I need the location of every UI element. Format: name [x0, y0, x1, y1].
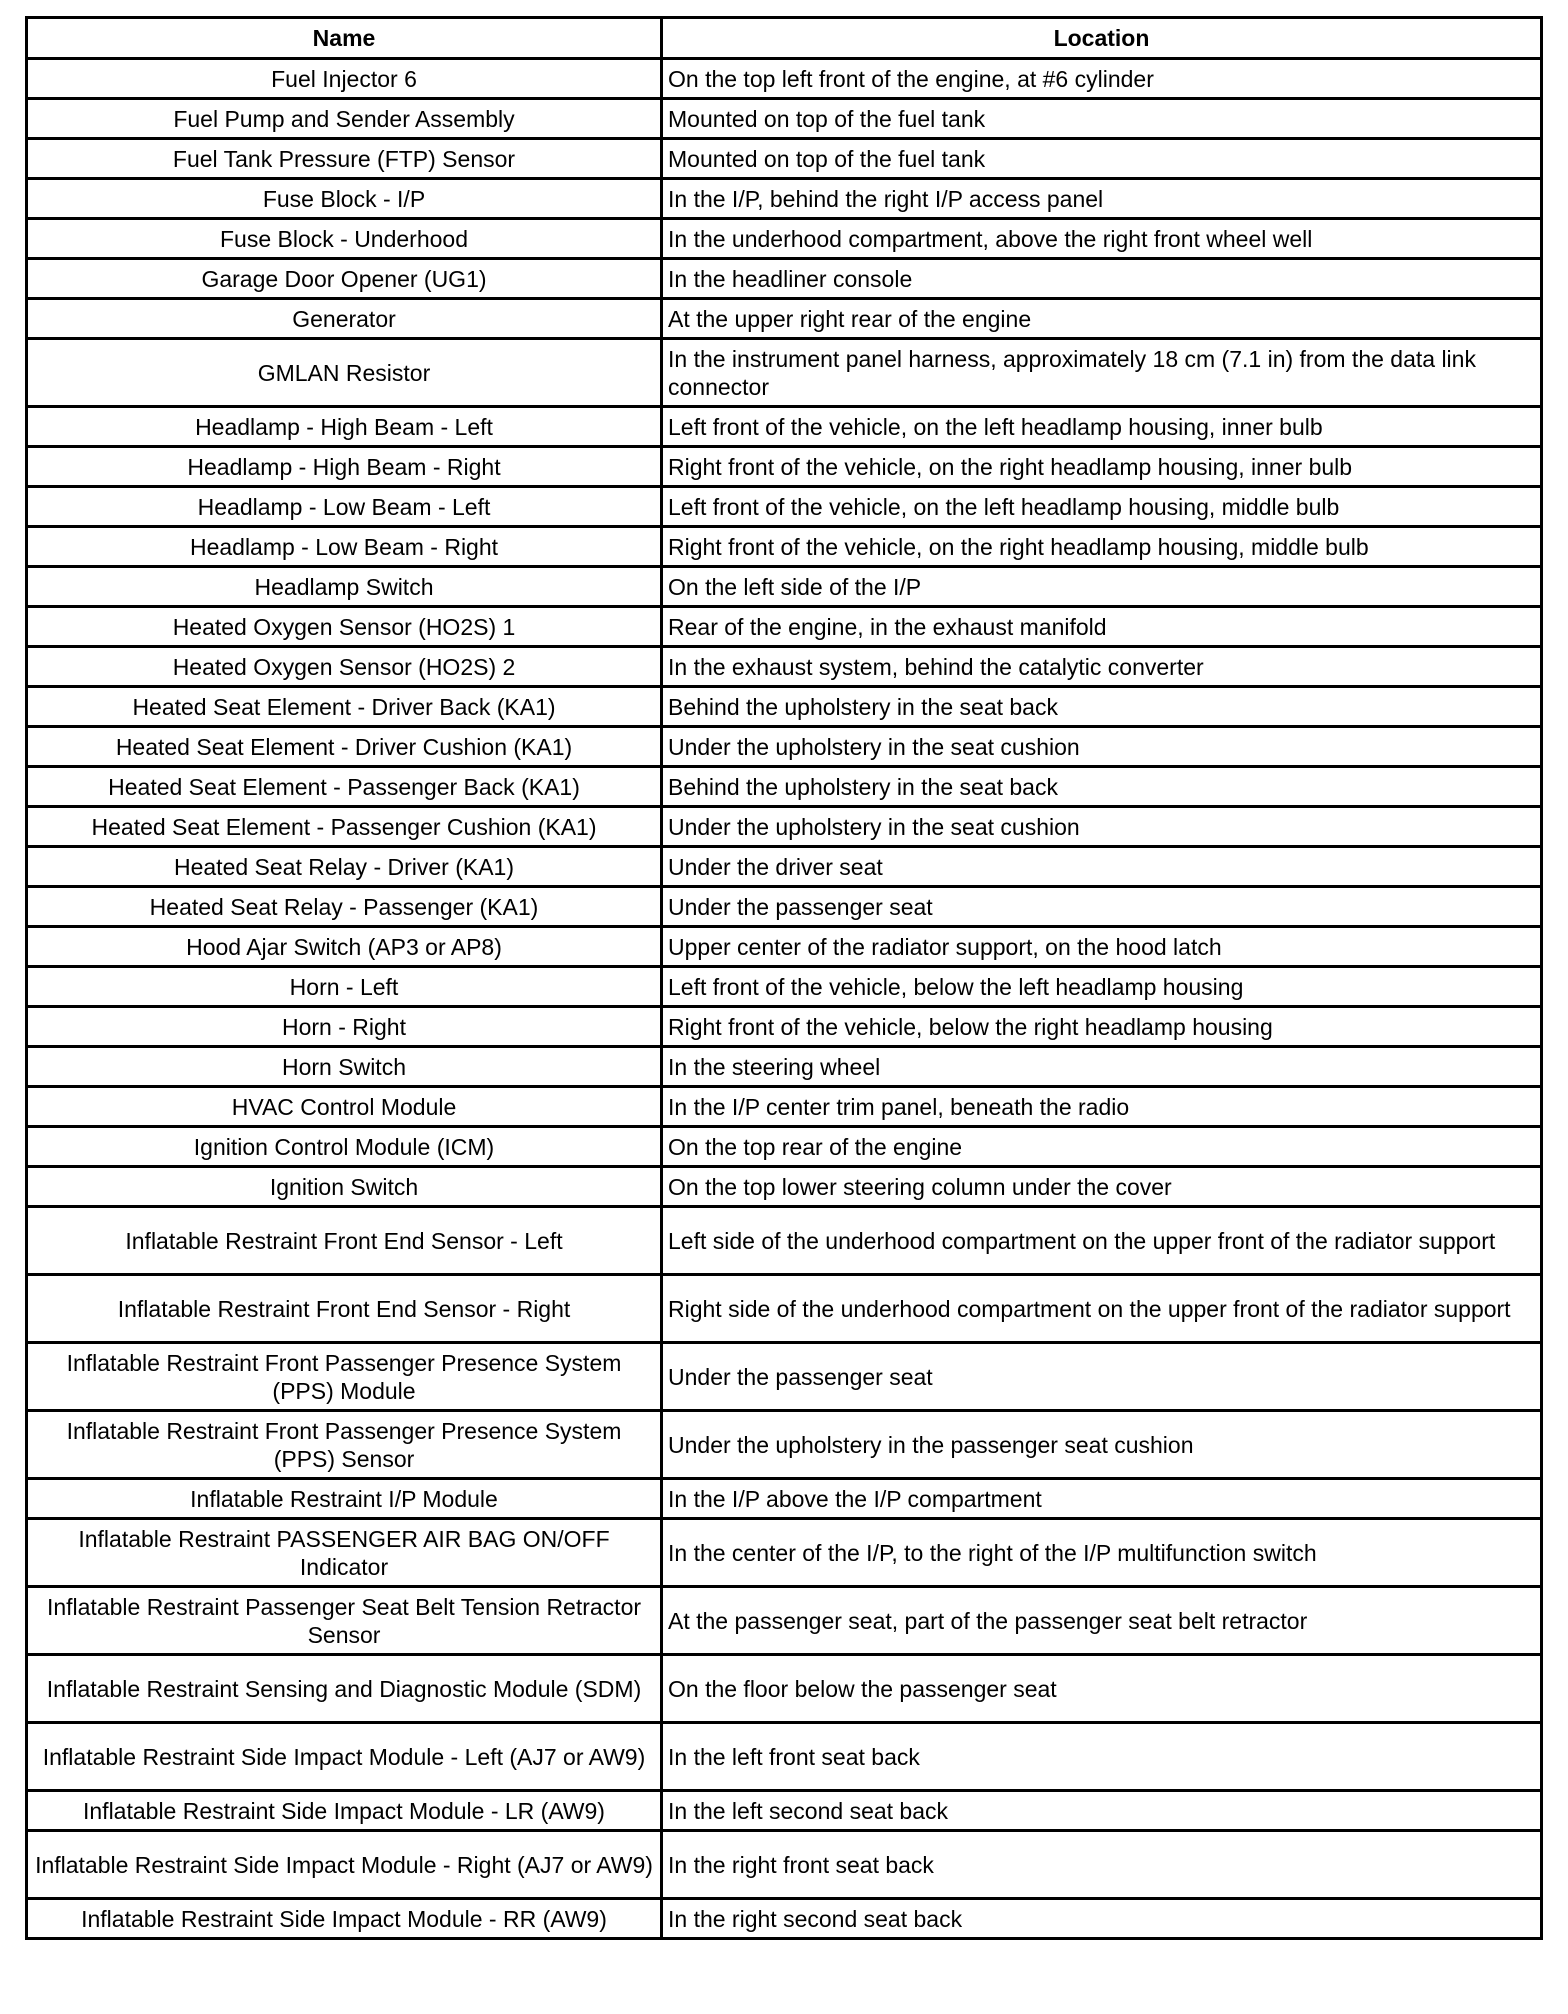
component-location-cell: Mounted on top of the fuel tank — [662, 139, 1542, 179]
table-row — [27, 1167, 1542, 1207]
component-location-cell: On the floor below the passenger seat — [662, 1655, 1542, 1723]
component-name-cell: Ignition Control Module (ICM) — [27, 1127, 662, 1167]
table-row — [27, 299, 1542, 339]
component-location-cell: Under the driver seat — [662, 847, 1542, 887]
component-name-cell: Inflatable Restraint Front End Sensor - Right — [27, 1275, 662, 1343]
component-location-cell: At the passenger seat, part of the passenger seat belt retractor — [662, 1587, 1542, 1655]
component-name-cell: Heated Oxygen Sensor (HO2S) 2 — [27, 647, 662, 687]
table-row — [27, 647, 1542, 687]
component-name-cell: Heated Oxygen Sensor (HO2S) 1 — [27, 607, 662, 647]
component-name-cell: GMLAN Resistor — [27, 339, 662, 407]
component-name-cell: Heated Seat Relay - Driver (KA1) — [27, 847, 662, 887]
component-location-cell: Left side of the underhood compartment on the upper front of the radiator support — [662, 1207, 1542, 1275]
table-row — [27, 407, 1542, 447]
table-row — [27, 1007, 1542, 1047]
component-location-cell: Rear of the engine, in the exhaust manifold — [662, 607, 1542, 647]
component-name-cell: Fuse Block - I/P — [27, 179, 662, 219]
component-location-cell: In the instrument panel harness, approximately 18 cm (7.1 in) from the data link connector — [662, 339, 1542, 407]
component-name-cell: Inflatable Restraint I/P Module — [27, 1479, 662, 1519]
component-location-cell: Behind the upholstery in the seat back — [662, 687, 1542, 727]
component-location-cell: Under the upholstery in the passenger seat cushion — [662, 1411, 1542, 1479]
table-row — [27, 1899, 1542, 1939]
component-location-cell: Mounted on top of the fuel tank — [662, 99, 1542, 139]
component-location-cell: Under the upholstery in the seat cushion — [662, 807, 1542, 847]
component-name-cell: Headlamp - Low Beam - Right — [27, 527, 662, 567]
table-row — [27, 927, 1542, 967]
component-name-cell: Garage Door Opener (UG1) — [27, 259, 662, 299]
component-location-cell: On the top left front of the engine, at #6 cylinder — [662, 59, 1542, 99]
table-row — [27, 259, 1542, 299]
component-location-cell: Under the passenger seat — [662, 887, 1542, 927]
component-name-cell: Horn Switch — [27, 1047, 662, 1087]
component-location-cell: On the left side of the I/P — [662, 567, 1542, 607]
component-name-cell: Hood Ajar Switch (AP3 or AP8) — [27, 927, 662, 967]
table-row — [27, 219, 1542, 259]
component-name-cell: Heated Seat Element - Driver Back (KA1) — [27, 687, 662, 727]
table-row — [27, 567, 1542, 607]
table-row — [27, 1207, 1542, 1275]
table-row — [27, 1519, 1542, 1587]
component-location-cell: In the left front seat back — [662, 1723, 1542, 1791]
component-name-cell: Fuel Injector 6 — [27, 59, 662, 99]
table-row — [27, 807, 1542, 847]
table-row — [27, 487, 1542, 527]
component-name-cell: Heated Seat Relay - Passenger (KA1) — [27, 887, 662, 927]
column-header-location: Location — [662, 18, 1542, 59]
component-location-cell: In the steering wheel — [662, 1047, 1542, 1087]
component-name-cell: Inflatable Restraint Side Impact Module - Left (AJ7 or AW9) — [27, 1723, 662, 1791]
component-name-cell: Inflatable Restraint Front End Sensor - Left — [27, 1207, 662, 1275]
component-location-cell: On the top rear of the engine — [662, 1127, 1542, 1167]
component-location-cell: Right front of the vehicle, below the right headlamp housing — [662, 1007, 1542, 1047]
table-row — [27, 99, 1542, 139]
table-row — [27, 1275, 1542, 1343]
component-name-cell: Fuel Tank Pressure (FTP) Sensor — [27, 139, 662, 179]
component-name-cell: Headlamp - Low Beam - Left — [27, 487, 662, 527]
column-header-name: Name — [27, 18, 662, 59]
component-name-cell: Inflatable Restraint Side Impact Module - LR (AW9) — [27, 1791, 662, 1831]
component-location-cell: In the center of the I/P, to the right of the I/P multifunction switch — [662, 1519, 1542, 1587]
component-location-cell: In the left second seat back — [662, 1791, 1542, 1831]
component-location-cell: Right front of the vehicle, on the right headlamp housing, inner bulb — [662, 447, 1542, 487]
component-name-cell: Fuse Block - Underhood — [27, 219, 662, 259]
table-row — [27, 1411, 1542, 1479]
component-name-cell: Horn - Right — [27, 1007, 662, 1047]
component-name-cell: Headlamp - High Beam - Right — [27, 447, 662, 487]
table-row — [27, 1479, 1542, 1519]
table-row — [27, 607, 1542, 647]
table-row — [27, 887, 1542, 927]
component-location-cell: In the I/P above the I/P compartment — [662, 1479, 1542, 1519]
table-row — [27, 1087, 1542, 1127]
component-location-cell: Left front of the vehicle, below the left headlamp housing — [662, 967, 1542, 1007]
table-row — [27, 1343, 1542, 1411]
table-row — [27, 1831, 1542, 1899]
component-name-cell: Inflatable Restraint PASSENGER AIR BAG ON/OFF Indicator — [27, 1519, 662, 1587]
table-row — [27, 767, 1542, 807]
table-row — [27, 339, 1542, 407]
component-name-cell: Inflatable Restraint Side Impact Module - RR (AW9) — [27, 1899, 662, 1939]
component-name-cell: Fuel Pump and Sender Assembly — [27, 99, 662, 139]
component-name-cell: Ignition Switch — [27, 1167, 662, 1207]
component-location-cell: In the I/P, behind the right I/P access panel — [662, 179, 1542, 219]
component-name-cell: Headlamp Switch — [27, 567, 662, 607]
component-location-cell: In the I/P center trim panel, beneath the radio — [662, 1087, 1542, 1127]
table-row — [27, 1127, 1542, 1167]
component-location-cell: In the underhood compartment, above the right front wheel well — [662, 219, 1542, 259]
component-location-cell: Under the passenger seat — [662, 1343, 1542, 1411]
component-location-cell: In the headliner console — [662, 259, 1542, 299]
table-row — [27, 687, 1542, 727]
component-name-cell: HVAC Control Module — [27, 1087, 662, 1127]
component-name-cell: Inflatable Restraint Side Impact Module - Right (AJ7 or AW9) — [27, 1831, 662, 1899]
component-name-cell: Heated Seat Element - Driver Cushion (KA1) — [27, 727, 662, 767]
table-row — [27, 527, 1542, 567]
component-name-cell: Headlamp - High Beam - Left — [27, 407, 662, 447]
component-location-cell: Right front of the vehicle, on the right headlamp housing, middle bulb — [662, 527, 1542, 567]
component-name-cell: Inflatable Restraint Sensing and Diagnostic Module (SDM) — [27, 1655, 662, 1723]
component-location-table — [25, 16, 1543, 1940]
table-row — [27, 59, 1542, 99]
component-name-cell: Horn - Left — [27, 967, 662, 1007]
table-row — [27, 727, 1542, 767]
component-name-cell: Inflatable Restraint Front Passenger Presence System (PPS) Module — [27, 1343, 662, 1411]
header-row — [27, 18, 1542, 59]
table-row — [27, 1723, 1542, 1791]
table-row — [27, 1047, 1542, 1087]
component-location-cell: Under the upholstery in the seat cushion — [662, 727, 1542, 767]
component-location-cell: On the top lower steering column under the cover — [662, 1167, 1542, 1207]
component-location-cell: Right side of the underhood compartment on the upper front of the radiator support — [662, 1275, 1542, 1343]
table-row — [27, 179, 1542, 219]
component-name-cell: Heated Seat Element - Passenger Back (KA1) — [27, 767, 662, 807]
component-location-cell: In the right second seat back — [662, 1899, 1542, 1939]
table-row — [27, 967, 1542, 1007]
table-row — [27, 1791, 1542, 1831]
table-row — [27, 847, 1542, 887]
component-location-cell: Upper center of the radiator support, on the hood latch — [662, 927, 1542, 967]
component-location-cell: Left front of the vehicle, on the left headlamp housing, middle bulb — [662, 487, 1542, 527]
table-row — [27, 447, 1542, 487]
component-location-cell: At the upper right rear of the engine — [662, 299, 1542, 339]
table-row — [27, 1655, 1542, 1723]
component-name-cell: Heated Seat Element - Passenger Cushion (KA1) — [27, 807, 662, 847]
component-name-cell: Generator — [27, 299, 662, 339]
table-row — [27, 1587, 1542, 1655]
component-name-cell: Inflatable Restraint Front Passenger Presence System (PPS) Sensor — [27, 1411, 662, 1479]
component-location-cell: Behind the upholstery in the seat back — [662, 767, 1542, 807]
component-location-cell: Left front of the vehicle, on the left headlamp housing, inner bulb — [662, 407, 1542, 447]
table-row — [27, 139, 1542, 179]
component-name-cell: Inflatable Restraint Passenger Seat Belt Tension Retractor Sensor — [27, 1587, 662, 1655]
component-location-cell: In the exhaust system, behind the catalytic converter — [662, 647, 1542, 687]
component-location-cell: In the right front seat back — [662, 1831, 1542, 1899]
